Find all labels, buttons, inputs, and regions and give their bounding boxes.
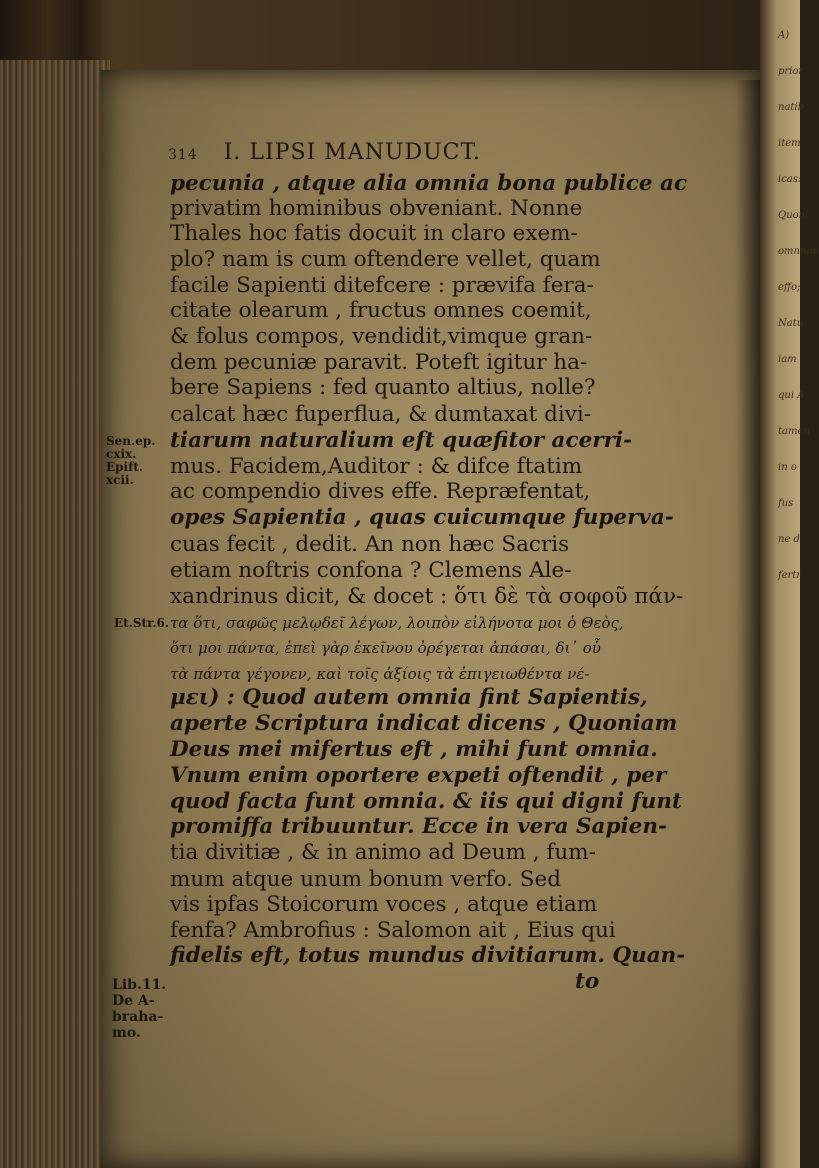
text-line: mus. Facidem,Auditor : & difce ftatim <box>170 454 583 479</box>
right-page-fragment: item <box>778 138 801 149</box>
right-page-fragment: fertr <box>778 570 802 581</box>
right-page-fragment: tamen <box>778 426 810 437</box>
gutter-shadow <box>735 80 760 1168</box>
text-line: vis ipfas Stoicorum voces , atque etiam <box>170 892 598 917</box>
running-header <box>168 140 481 165</box>
margin-line: cxix. <box>106 447 137 461</box>
margin-line: Lib.11. <box>112 977 167 993</box>
right-page-fragment: iam <box>778 354 797 365</box>
text-line: ac compendio dives effe. Repræfentat, <box>170 479 591 504</box>
page-number: 314 <box>168 147 198 163</box>
text-line: opes Sapientia , quas cuicumque fuperva- <box>170 505 674 530</box>
text-line: plo? nam is cum oftendere vellet, quam <box>170 247 601 272</box>
right-page-fragment: icas: <box>778 174 802 185</box>
margin-line: braha- <box>112 1009 164 1025</box>
margin-note-ambrose <box>112 977 166 1041</box>
text-line: to <box>575 969 600 994</box>
right-page-fragment: ne d <box>778 534 800 545</box>
right-page-fragment: effo; <box>778 282 801 293</box>
text-line: ὅτι μοι πάντα, ἐπεὶ γὰρ ἐκεῖνου ὀρέγεται ἀπάσαι, δι᾽ οὗ <box>170 639 601 657</box>
text-line: quod facta funt omnia. & iis qui digni funt <box>170 789 682 814</box>
text-line: τα ὅτι, σαφῶς μελῳδεῖ λέγων, λοιπὸν εἰλήνοτα μοι ὁ Θεὸς, <box>170 614 624 632</box>
text-line: cuas fecit , dedit. An non hæc Sacris <box>170 532 570 557</box>
text-line: citate olearum , fructus omnes coemit, <box>170 298 592 323</box>
right-page-fragment: in o <box>778 462 797 473</box>
text-line: μει) : Quod autem omnia fint Sapientis, <box>170 685 648 710</box>
page-stack-edges <box>0 60 110 1168</box>
right-page-fragment: Natu <box>778 318 804 329</box>
margin-line: xcii. <box>106 473 134 487</box>
text-line: Vnum enim oportere expeti oftendit , per <box>170 763 667 788</box>
right-page-fragment: natib <box>778 102 805 113</box>
margin-line: Sen.ep. <box>106 434 156 448</box>
margin-line: Et.Str.6. <box>114 616 170 630</box>
text-line: fenfa? Ambrofius : Salomon ait , Eius qui <box>170 918 616 943</box>
header-title: I. LIPSI MANUDUCT. <box>223 140 481 165</box>
right-page-fragment: qui A <box>778 390 805 401</box>
text-line: dem pecuniæ paravit. Poteft igitur ha- <box>170 350 588 375</box>
text-line: privatim hominibus obveniant. Nonne <box>170 196 583 221</box>
right-page-fragment: omnium <box>778 246 819 257</box>
margin-line: De A- <box>112 993 155 1009</box>
text-line: tiarum naturalium eft quæfitor acerri- <box>170 428 633 453</box>
text-line: mum atque unum bonum verfo. Sed <box>170 867 562 892</box>
right-page-fragment: prior <box>778 66 804 77</box>
text-line: τὰ πάντα γέγονεν, καὶ τοῖς ἀξίοις τὰ ἐπιγειωθέντα νέ- <box>170 665 590 683</box>
text-line: Thales hoc fatis docuit in claro exem- <box>170 221 578 246</box>
text-line: xandrinus dicit, & docet : ὅτι δὲ τὰ σοφοῦ πάν- <box>170 584 684 609</box>
text-line: fidelis eft, totus mundus divitiarum. Quan- <box>170 943 686 968</box>
text-line: tia divitiæ , & in animo ad Deum , fum- <box>170 840 596 865</box>
margin-note-seneca <box>106 435 155 487</box>
text-line: aperte Scriptura indicat dicens , Quoniam <box>170 711 678 736</box>
text-line: pecunia , atque alia omnia bona publice ac <box>170 171 688 196</box>
text-line: promiffa tribuuntur. Ecce in vera Sapien- <box>170 814 667 839</box>
right-page-fragment: A) <box>778 30 790 41</box>
right-page-fragment: Quoni <box>778 210 809 221</box>
right-page <box>760 0 819 1168</box>
text-line: facile Sapienti ditefcere : prævifa fera- <box>170 273 594 298</box>
margin-note-strom <box>114 617 169 630</box>
text-line: Deus mei mifertus eft , mihi funt omnia. <box>170 737 658 762</box>
margin-line: Epift. <box>106 460 143 474</box>
right-page-fragment: fus <box>778 498 794 509</box>
text-line: etiam noftris confona ? Clemens Ale- <box>170 558 572 583</box>
text-line: & folus compos, vendidit,vimque gran- <box>170 324 593 349</box>
text-line: calcat hæc fuperflua, & dumtaxat divi- <box>170 402 592 427</box>
text-line: bere Sapiens : fed quanto altius, nolle? <box>170 375 596 400</box>
margin-line: mo. <box>112 1025 141 1041</box>
